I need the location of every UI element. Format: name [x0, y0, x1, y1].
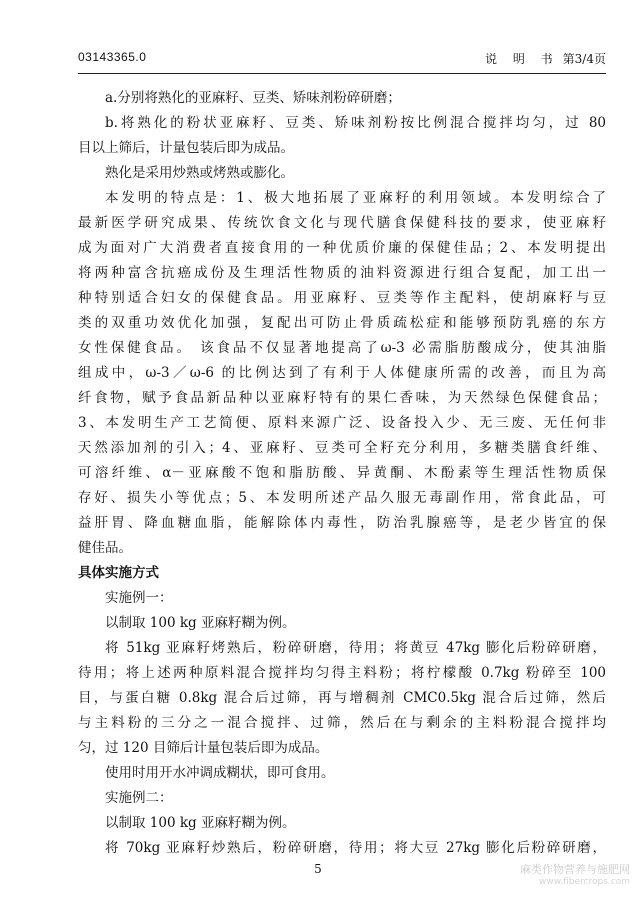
text-line: 将 70kg 亚麻籽炒熟后，粉碎研磨，待用；将大豆 27kg 膨化后粉碎研磨，	[105, 840, 606, 856]
text-line: 与主料粉的三分之一混合搅拌、过筛，然后在与剩余的主料粉混合搅拌均	[78, 715, 606, 731]
text-line: 女性保健食品。 该食品不仅显著地提高了ω-3 必需脂肪酸成分，使其油脂	[78, 340, 606, 356]
text-line: 存好、损失小等优点；5、本发明所述产品久服无毒副作用，常食此品，可	[78, 490, 606, 506]
text-line: 本发明的特点是：1、极大地拓展了亚麻籽的利用领域。本发明综合了	[105, 190, 606, 206]
page-label: 第3/4页	[562, 52, 606, 66]
header-right	[485, 50, 606, 67]
text-line: 使用时用开水冲调成糊状，即可食用。	[105, 765, 335, 781]
document-number: 03143365.0	[78, 50, 147, 64]
embodiment-paragraphs	[78, 586, 606, 861]
document-type: 说 明 书	[485, 52, 559, 66]
text-line: 匀，过 120 目筛后计量包装后即为成品。	[78, 740, 329, 756]
page-number: 5	[314, 862, 322, 876]
text-line: 3、本发明生产工艺简便、原料来源广泛、设备投入少、无三废、无任何非	[78, 415, 606, 431]
text-line: 组成中，ω-3／ω-6 的比例达到了有利于人体健康所需的改善，而且为高	[78, 365, 606, 381]
text-line: a.分别将熟化的亚麻籽、豆类、矫味剂粉碎研磨；	[105, 90, 401, 106]
text-line: 纤食物，赋予食品新品种以亚麻籽特有的果仁香味，为天然绿色保健食品；	[78, 390, 606, 406]
text-line: 健佳品。	[78, 540, 132, 556]
watermark	[520, 863, 630, 889]
text-line: 将 51kg 亚麻籽烤熟后，粉碎研磨，待用；将黄豆 47kg 膨化后粉碎研磨，	[105, 640, 606, 656]
text-line: 可溶纤维、α－亚麻酸不饱和脂肪酸、异黄酮、木酚素等生理活性物质保	[78, 465, 606, 481]
text-line: 成为面对广大消费者直接食用的一种优质价廉的保健佳品；2、本发明提出	[78, 240, 606, 256]
document-body	[78, 86, 606, 861]
text-line: 最新医学研究成果、传统饮食文化与现代膳食保健科技的要求，使亚麻籽	[78, 215, 606, 231]
watermark-text: 麻类作物营养与施肥网	[520, 863, 630, 876]
text-line: 实施例二：	[105, 790, 173, 806]
text-line: 待用；将上述两种原料混合搅拌均匀得主料粉；将柠檬酸 0.7kg 粉碎至 100	[78, 665, 606, 681]
watermark-url: www.fibercrops.com	[539, 877, 630, 887]
text-line: 益肝胃、降血糖血脂，能解除体内毒性，防治乳腺癌等，是老少皆宜的保	[78, 515, 606, 531]
text-line: 目以上筛后，计量包装后即为成品。	[78, 140, 294, 156]
page-header	[78, 50, 606, 72]
text-line: 天然添加剂的引入；4、亚麻籽、豆类可全籽充分利用，多糖类膳食纤维、	[78, 440, 606, 456]
text-line: 类的双重功效优化加强，复配出可防止骨质疏松症和能够预防乳癌的东方	[78, 315, 606, 331]
section-heading: 具体实施方式	[78, 565, 159, 581]
text-line: 种特别适合妇女的保健食品。用亚麻籽、豆类等作主配料，使胡麻籽与豆	[78, 290, 606, 306]
text-line: 以制取 100 kg 亚麻籽糊为例。	[105, 815, 296, 831]
header-divider	[78, 73, 606, 74]
text-line: 熟化是采用炒熟或烤熟或膨化。	[105, 165, 294, 181]
text-line: 实施例一：	[105, 590, 173, 606]
text-line: 以制取 100 kg 亚麻籽糊为例。	[105, 615, 296, 631]
description-paragraphs	[78, 86, 606, 561]
text-line: 目，与蛋白糖 0.8kg 混合后过筛，再与增稠剂 CMC0.5kg 混合后过筛，然后	[78, 690, 606, 706]
text-line: b.将熟化的粉状亚麻籽、豆类、矫味剂粉按比例混合搅拌均匀，过 80	[105, 115, 606, 131]
text-line: 将两种富含抗癌成份及生理活性物质的油料资源进行组合复配，加工出一	[78, 265, 606, 281]
